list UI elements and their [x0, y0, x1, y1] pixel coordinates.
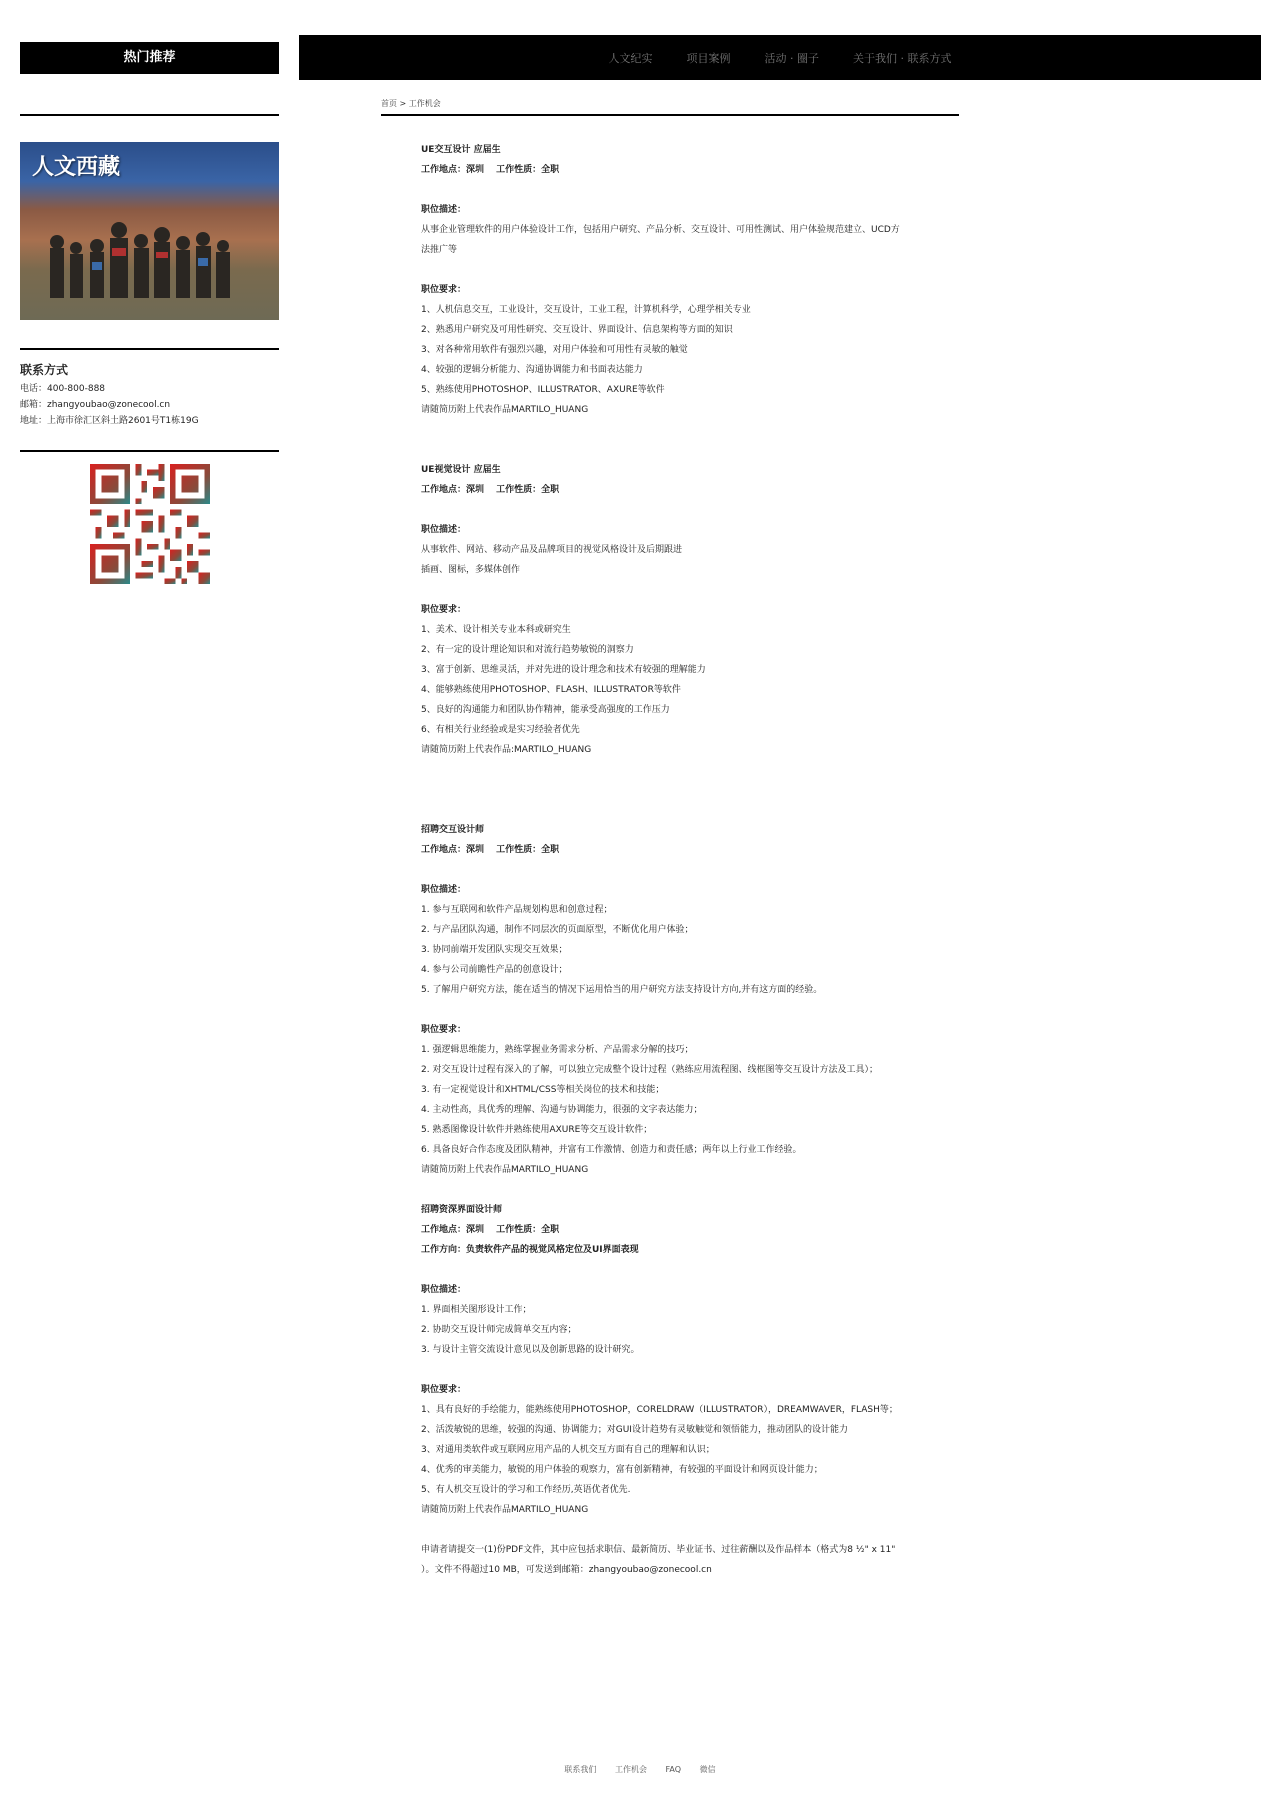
breadcrumb-current: 工作机会 — [408, 99, 441, 108]
job-req-line: 4、能够熟练使用PHOTOSHOP、FLASH、ILLUSTRATOR等软件 — [421, 685, 681, 695]
job-meta: 工作地点：深圳 工作性质：全职 — [421, 845, 560, 855]
job-req-line: 4. 主动性高，具优秀的理解、沟通与协调能力，很强的文字表达能力； — [421, 1105, 703, 1115]
job-req-heading: 职位要求： — [421, 1385, 467, 1395]
job-req-line: 1、美术、设计相关专业本科或研究生 — [421, 625, 571, 635]
job-req-line: 2、有一定的设计理论知识和对流行趋势敏锐的洞察力 — [421, 645, 634, 655]
job-req-heading: 职位要求： — [421, 605, 467, 615]
job-desc-line: 法推广等 — [421, 245, 458, 255]
breadcrumb-home[interactable]: 首页 — [381, 99, 397, 108]
job-desc-line: 2. 与产品团队沟通，制作不同层次的页面原型，不断优化用户体验； — [421, 925, 694, 935]
job-req-line: 5. 熟悉图像设计软件并熟练使用AXURE等交互设计软件； — [421, 1125, 653, 1135]
contact-phone: 电话：400-800-888 — [20, 384, 106, 394]
job-desc-line: 3. 与设计主管交流设计意见以及创新思路的设计研究。 — [421, 1345, 640, 1355]
nav-item-about-contact[interactable]: 关于我们 · 联系方式 — [853, 51, 952, 65]
apply-note-line: 申请者请提交一(1)份PDF文件，其中应包括求职信、最新简历、毕业证书、过往薪酬以及作品样本（格式为8 ½" x 11" — [421, 1545, 896, 1555]
job-req-line: 3. 有一定视觉设计和XHTML/CSS等相关岗位的技术和技能； — [421, 1085, 665, 1095]
job-req-line: 3、对通用类软件或互联网应用产品的人机交互方面有自己的理解和认识； — [421, 1445, 715, 1455]
job-req-heading: 职位要求： — [421, 285, 467, 295]
job-desc-line: 从事软件、网站、移动产品及品牌项目的视觉风格设计及后期跟进 — [421, 545, 683, 555]
job-desc-line: 3. 协同前端开发团队实现交互效果； — [421, 945, 568, 955]
job-meta: 工作地点：深圳 工作性质：全职 — [421, 1225, 560, 1235]
apply-note-line: ）。文件不得超过10 MB，可发送到邮箱：zhangyoubao@zonecool.cn — [421, 1565, 712, 1575]
job-desc-heading: 职位描述： — [421, 205, 467, 215]
job-req-line: 3、富于创新、思维灵活，并对先进的设计理念和技术有较强的理解能力 — [421, 665, 706, 675]
top-nav — [299, 35, 1261, 80]
job-listings — [421, 140, 941, 1580]
contact-email[interactable]: 邮箱：zhangyoubao@zonecool.cn — [20, 400, 171, 410]
contact-address: 地址：上海市徐汇区斜土路2601号T1栋19G — [20, 416, 199, 426]
job-req-line: 请随简历附上代表作品MARTILO_HUANG — [421, 1165, 589, 1175]
job-desc-heading: 职位描述： — [421, 525, 467, 535]
job-desc-heading: 职位描述： — [421, 885, 467, 895]
job-req-line: 4、较强的逻辑分析能力、沟通协调能力和书面表达能力 — [421, 365, 643, 375]
job-desc-heading: 职位描述： — [421, 1285, 467, 1295]
job-desc-line: 从事企业管理软件的用户体验设计工作，包括用户研究、产品分析、交互设计、可用性测试、用户体验规范建立、UCD方 — [421, 225, 900, 235]
divider — [20, 348, 279, 350]
job-req-line: 2、活泼敏锐的思维，较强的沟通、协调能力；对GUI设计趋势有灵敏触觉和领悟能力，推动团队的设计能力 — [421, 1425, 848, 1435]
nav-item-projects[interactable]: 项目案例 — [686, 51, 731, 65]
job-title: 招聘交互设计师 — [421, 825, 485, 835]
wechat-qr-code — [90, 464, 210, 584]
job-desc-line: 1. 参与互联网和软件产品规划构思和创意过程； — [421, 905, 613, 915]
job-req-line: 2. 对交互设计过程有深入的了解，可以独立完成整个设计过程（熟练应用流程图、线框图等交互设计方法及工具）； — [421, 1065, 878, 1075]
job-req-line: 请随简历附上代表作品MARTILO_HUANG — [421, 405, 589, 415]
tibet-banner-image[interactable] — [20, 142, 279, 320]
job-req-line: 1. 强逻辑思维能力，熟练掌握业务需求分析、产品需求分解的技巧； — [421, 1045, 694, 1055]
job-desc-line: 5. 了解用户研究方法，能在适当的情况下运用恰当的用户研究方法支持设计方向,并有这方面的经验。 — [421, 985, 823, 995]
job-req-line: 请随简历附上代表作品:MARTILO_HUANG — [421, 745, 592, 755]
job-req-line: 6. 具备良好合作态度及团队精神，并富有工作激情、创造力和责任感；两年以上行业工作经验。 — [421, 1145, 802, 1155]
job-req-line: 1、具有良好的手绘能力，能熟练使用PHOTOSHOP，CORELDRAW（ILLUSTRATOR），DREAMWAVER，FLASH等； — [421, 1405, 898, 1415]
breadcrumb-separator: > — [399, 99, 407, 108]
job-desc-line: 2. 协助交互设计师完成简单交互内容； — [421, 1325, 577, 1335]
footer — [0, 1764, 1280, 1775]
job-req-line: 3、对各种常用软件有强烈兴趣，对用户体验和可用性有灵敏的触觉 — [421, 345, 688, 355]
divider — [20, 114, 279, 116]
job-title: UE交互设计 应届生 — [421, 145, 501, 155]
job-desc-line: 4. 参与公司前瞻性产品的创意设计； — [421, 965, 568, 975]
footer-link-wechat[interactable]: 微信 — [699, 1765, 716, 1774]
nav-item-activities[interactable]: 活动 · 圈子 — [764, 51, 819, 65]
job-desc-line: 插画、图标，多媒体创作 — [421, 565, 521, 575]
divider — [20, 450, 279, 452]
job-req-line: 6、有相关行业经验或是实习经验者优先 — [421, 725, 580, 735]
contact-title: 联系方式 — [20, 363, 69, 377]
footer-link-faq[interactable]: FAQ — [665, 1765, 682, 1774]
job-direction: 工作方向：负责软件产品的视觉风格定位及UI界面表现 — [421, 1245, 639, 1255]
job-req-heading: 职位要求： — [421, 1025, 467, 1035]
job-req-line: 2、熟悉用户研究及可用性研究、交互设计、界面设计、信息架构等方面的知识 — [421, 325, 733, 335]
job-title: UE视觉设计 应届生 — [421, 465, 501, 475]
hot-recommend-title: 热门推荐 — [20, 42, 279, 74]
job-meta: 工作地点：深圳 工作性质：全职 — [421, 485, 560, 495]
banner-title: 人文西藏 — [32, 155, 121, 180]
nav-item-humanities[interactable]: 人文纪实 — [608, 51, 653, 65]
footer-link-contact[interactable]: 联系我们 — [564, 1765, 597, 1774]
group-photo-illustration — [40, 208, 240, 308]
job-req-line: 请随简历附上代表作品MARTILO_HUANG — [421, 1505, 589, 1515]
job-req-line: 4、优秀的审美能力，敏锐的用户体验的观察力，富有创新精神，有较强的平面设计和网页设计能力； — [421, 1465, 823, 1475]
job-title: 招聘资深界面设计师 — [421, 1205, 503, 1215]
job-req-line: 1、人机信息交互，工业设计，交互设计，工业工程，计算机科学，心理学相关专业 — [421, 305, 751, 315]
job-desc-line: 1. 界面相关图形设计工作； — [421, 1305, 532, 1315]
job-req-line: 5、熟练使用PHOTOSHOP、ILLUSTRATOR、AXURE等软件 — [421, 385, 665, 395]
job-req-line: 5、有人机交互设计的学习和工作经历,英语优者优先. — [421, 1485, 631, 1495]
job-req-line: 5、良好的沟通能力和团队协作精神，能承受高强度的工作压力 — [421, 705, 670, 715]
footer-link-jobs[interactable]: 工作机会 — [614, 1765, 647, 1774]
job-meta: 工作地点：深圳 工作性质：全职 — [421, 165, 560, 175]
breadcrumb — [381, 96, 959, 116]
